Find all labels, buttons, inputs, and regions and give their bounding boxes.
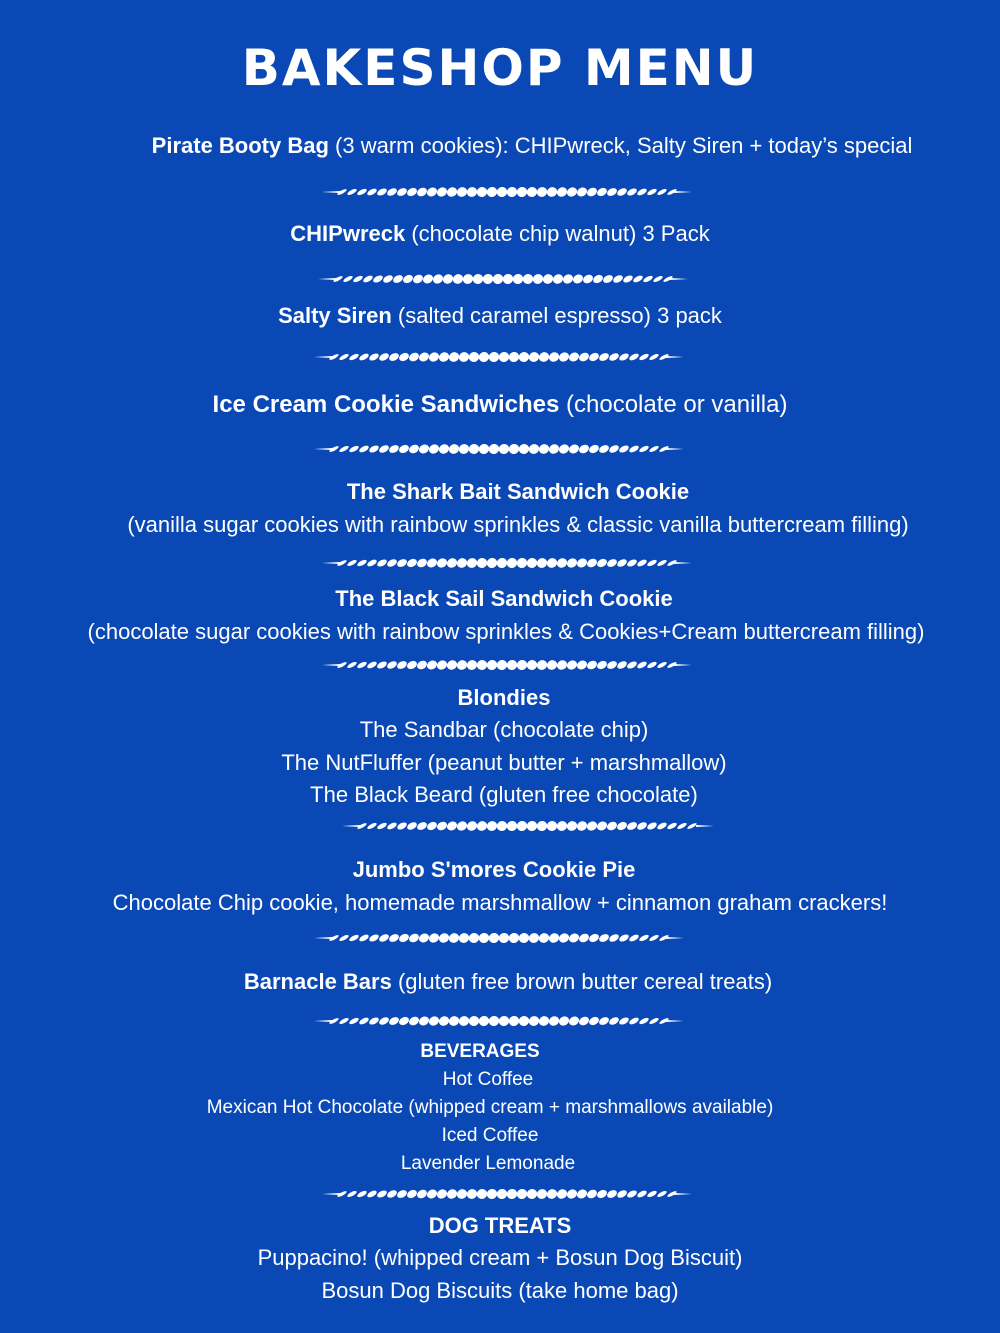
item-desc: (chocolate or vanilla): [559, 391, 788, 418]
rope-divider: [314, 351, 684, 363]
menu-item-barnacle-bars: [8, 965, 1000, 998]
item-name: Pirate Booty Bag: [151, 133, 329, 158]
rope-divider: [318, 273, 688, 285]
item-name: CHIPwreck: [290, 221, 406, 246]
blondie-sandbar: The Sandbar (chocolate chip): [359, 717, 649, 742]
item-desc: (chocolate chip walnut) 3 Pack: [405, 221, 710, 246]
item-name: Barnacle Bars: [243, 969, 392, 994]
rope-divider: [342, 820, 714, 832]
dog-treat-puppacino: Puppacino! (whipped cream + Bosun Dog Biscuit): [257, 1245, 743, 1270]
rope-divider: [322, 186, 692, 198]
item-name: Salty Siren: [278, 303, 392, 328]
blondie-black-beard: The Black Beard (gluten free chocolate): [310, 782, 698, 807]
item-name: Ice Cream Cookie Sandwiches: [212, 391, 560, 418]
rope-divider: [314, 1015, 684, 1027]
rope-divider: [322, 659, 692, 671]
blondie-nutfluffer: The NutFluffer (peanut butter + marshmallow): [281, 750, 727, 775]
beverage-mexican-hot-chocolate: Mexican Hot Chocolate (whipped cream + marshmallows available): [206, 1097, 774, 1118]
menu-item-black-sail-desc: (chocolate sugar cookies with rainbow sprinkles & Cookies+Cream buttercream filling): [87, 619, 925, 644]
beverage-hot-coffee: Hot Coffee: [442, 1069, 534, 1090]
menu-item-smores-name: [0, 853, 994, 886]
rope-divider: [322, 1188, 692, 1200]
page-title: BAKESHOP MENU: [241, 39, 759, 97]
menu-item-salty-siren: [0, 299, 1000, 332]
beverages-heading: BEVERAGES: [420, 1041, 540, 1062]
dog-treats-heading: DOG TREATS: [428, 1213, 572, 1238]
beverage-lavender-lemonade: Lavender Lemonade: [400, 1153, 576, 1174]
menu-item-blondies-name: [4, 681, 1000, 714]
menu-item-black-sail-name: [4, 582, 1000, 615]
menu-item-pirate-booty-bag: [32, 129, 1000, 162]
beverage-iced-coffee: Iced Coffee: [441, 1125, 539, 1146]
menu-item-shark-bait-name: [18, 475, 1000, 508]
item-name: The Shark Bait Sandwich Cookie: [346, 479, 690, 504]
item-name: Jumbo S'mores Cookie Pie: [352, 857, 636, 882]
item-name: The Black Sail Sandwich Cookie: [335, 586, 673, 611]
menu-item-smores-desc: Chocolate Chip cookie, homemade marshmallow + cinnamon graham crackers!: [112, 890, 888, 915]
item-desc: (gluten free brown butter cereal treats): [391, 969, 773, 994]
item-desc: (3 warm cookies): CHIPwreck, Salty Siren + today’s special: [328, 133, 913, 158]
rope-divider: [322, 557, 692, 569]
item-desc: (salted caramel espresso) 3 pack: [391, 303, 722, 328]
menu-item-chipwreck: [0, 217, 1000, 250]
menu-item-ice-cream-cookie-sandwiches: [0, 388, 1000, 421]
menu-item-shark-bait-desc: (vanilla sugar cookies with rainbow sprinkles & classic vanilla buttercream filling): [127, 512, 909, 537]
rope-divider: [314, 443, 684, 455]
item-name: Blondies: [457, 685, 551, 710]
dog-treat-biscuits: Bosun Dog Biscuits (take home bag): [321, 1278, 679, 1303]
rope-divider: [314, 932, 684, 944]
